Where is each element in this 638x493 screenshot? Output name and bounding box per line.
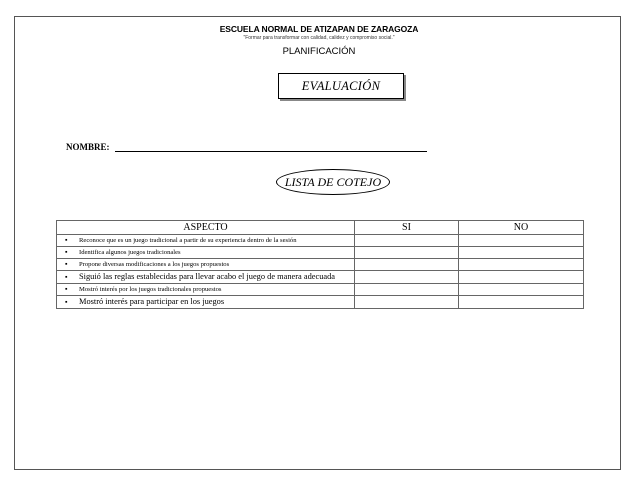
aspect-text: Mostró interés por los juegos tradicionales propuestos [79,286,222,293]
table-row [57,235,584,247]
bullet-icon: ▪ [65,298,68,306]
no-cell[interactable] [459,259,584,271]
aspect-text: Reconoce que es un juego tradicional a partir de su experiencia dentro de la sesión [79,237,297,244]
aspect-item [57,271,354,283]
bullet-icon: ▪ [65,285,68,293]
yes-cell[interactable] [355,296,459,309]
no-cell[interactable] [459,235,584,247]
header-no: NO [459,221,584,235]
table-row [57,271,584,284]
checklist-title: LISTA DE COTEJO [284,174,382,189]
checklist-title-oval [276,169,390,195]
aspect-cell [57,235,355,247]
bullet-icon: ▪ [65,236,68,244]
aspect-item [57,247,354,258]
no-cell[interactable] [459,247,584,259]
yes-cell[interactable] [355,271,459,284]
header-aspect: ASPECTO [57,221,355,235]
table-row [57,284,584,296]
table-row [57,259,584,271]
no-cell[interactable] [459,271,584,284]
aspect-cell [57,296,355,309]
bullet-icon: ▪ [65,248,68,256]
name-field-line[interactable] [115,151,427,152]
header-yes: SI [355,221,459,235]
aspect-cell [57,247,355,259]
evaluation-title: EVALUACIÓN [301,78,381,93]
yes-cell[interactable] [355,247,459,259]
section-title: PLANIFICACIÓN [282,46,356,57]
aspect-text: Propone diversas modificaciones a los juegos propuestos [79,261,230,268]
no-cell[interactable] [459,284,584,296]
table-row [57,296,584,309]
table-header-row [57,221,584,235]
yes-cell[interactable] [355,284,459,296]
aspect-text: Identifica algunos juegos tradicionales [79,249,181,256]
aspect-item [57,235,354,246]
aspect-text: Mostró interés para participar en los juegos [79,297,225,306]
no-cell[interactable] [459,296,584,309]
aspect-cell [57,271,355,284]
evaluation-title-box [278,73,404,99]
aspect-item [57,284,354,295]
aspect-text: Siguió las reglas establecidas para llevar acabo el juego de manera adecuada [79,272,336,281]
aspect-cell [57,284,355,296]
table-row [57,247,584,259]
school-name: ESCUELA NORMAL DE ATIZAPAN DE ZARAGOZA [219,24,419,34]
bullet-icon: ▪ [65,273,68,281]
aspect-item [57,259,354,270]
aspect-item [57,296,354,308]
yes-cell[interactable] [355,235,459,247]
yes-cell[interactable] [355,259,459,271]
checklist-table [56,220,584,309]
name-label: NOMBRE: [66,142,110,152]
aspect-cell [57,259,355,271]
bullet-icon: ▪ [65,260,68,268]
school-motto: "Formar para transformar con calidad, calidez y compromiso social." [243,35,395,41]
